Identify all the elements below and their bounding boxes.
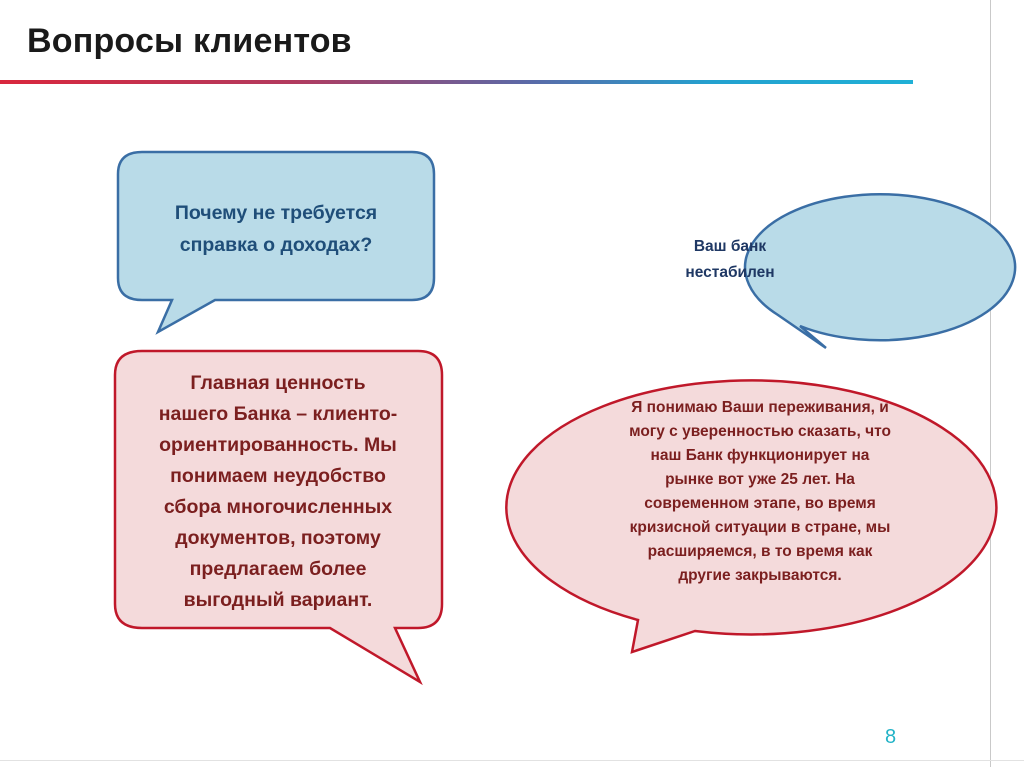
answer-1-line: нашего Банка – клиенто- xyxy=(158,403,398,425)
answer-2-line: кризисной ситуации в стране, мы xyxy=(629,519,891,536)
page-number: 8 xyxy=(885,726,897,748)
question-2-line: Ваш банк xyxy=(693,238,767,255)
question-1-line: Почему не требуется xyxy=(174,202,378,224)
answer-2-line: Я понимаю Ваши переживания, и xyxy=(631,399,889,416)
answer-1-line: предлагаем более xyxy=(189,558,367,580)
answer-1-text xyxy=(114,368,442,616)
answer-2-line: расширяемся, в то время как xyxy=(647,543,873,560)
answer-2-line: наш Банк функционирует на xyxy=(650,447,870,464)
answer-2-line: могу с уверенностью сказать, что xyxy=(629,423,891,440)
question-1-text xyxy=(120,197,432,261)
question-1-line: справка о доходах? xyxy=(179,234,373,256)
answer-2-line: другие закрываются. xyxy=(678,567,842,584)
answer-1-line: выгодный вариант. xyxy=(183,589,373,611)
answer-1-line: понимаем неудобство xyxy=(170,465,386,487)
answer-1-line: Главная ценность xyxy=(190,372,366,394)
answer-1-line: ориентированность. Мы xyxy=(159,434,397,456)
slide-title: Вопросы клиентов xyxy=(27,22,352,60)
answer-1-line: документов, поэтому xyxy=(175,527,381,549)
answer-2-line: современном этапе, во время xyxy=(644,495,876,512)
answer-2-text xyxy=(560,396,960,588)
answer-2-line: рынке вот уже 25 лет. На xyxy=(665,471,855,488)
answer-1-line: сбора многочисленных xyxy=(163,496,393,518)
question-2-text xyxy=(610,234,850,286)
question-2-line: нестабилен xyxy=(685,264,775,281)
